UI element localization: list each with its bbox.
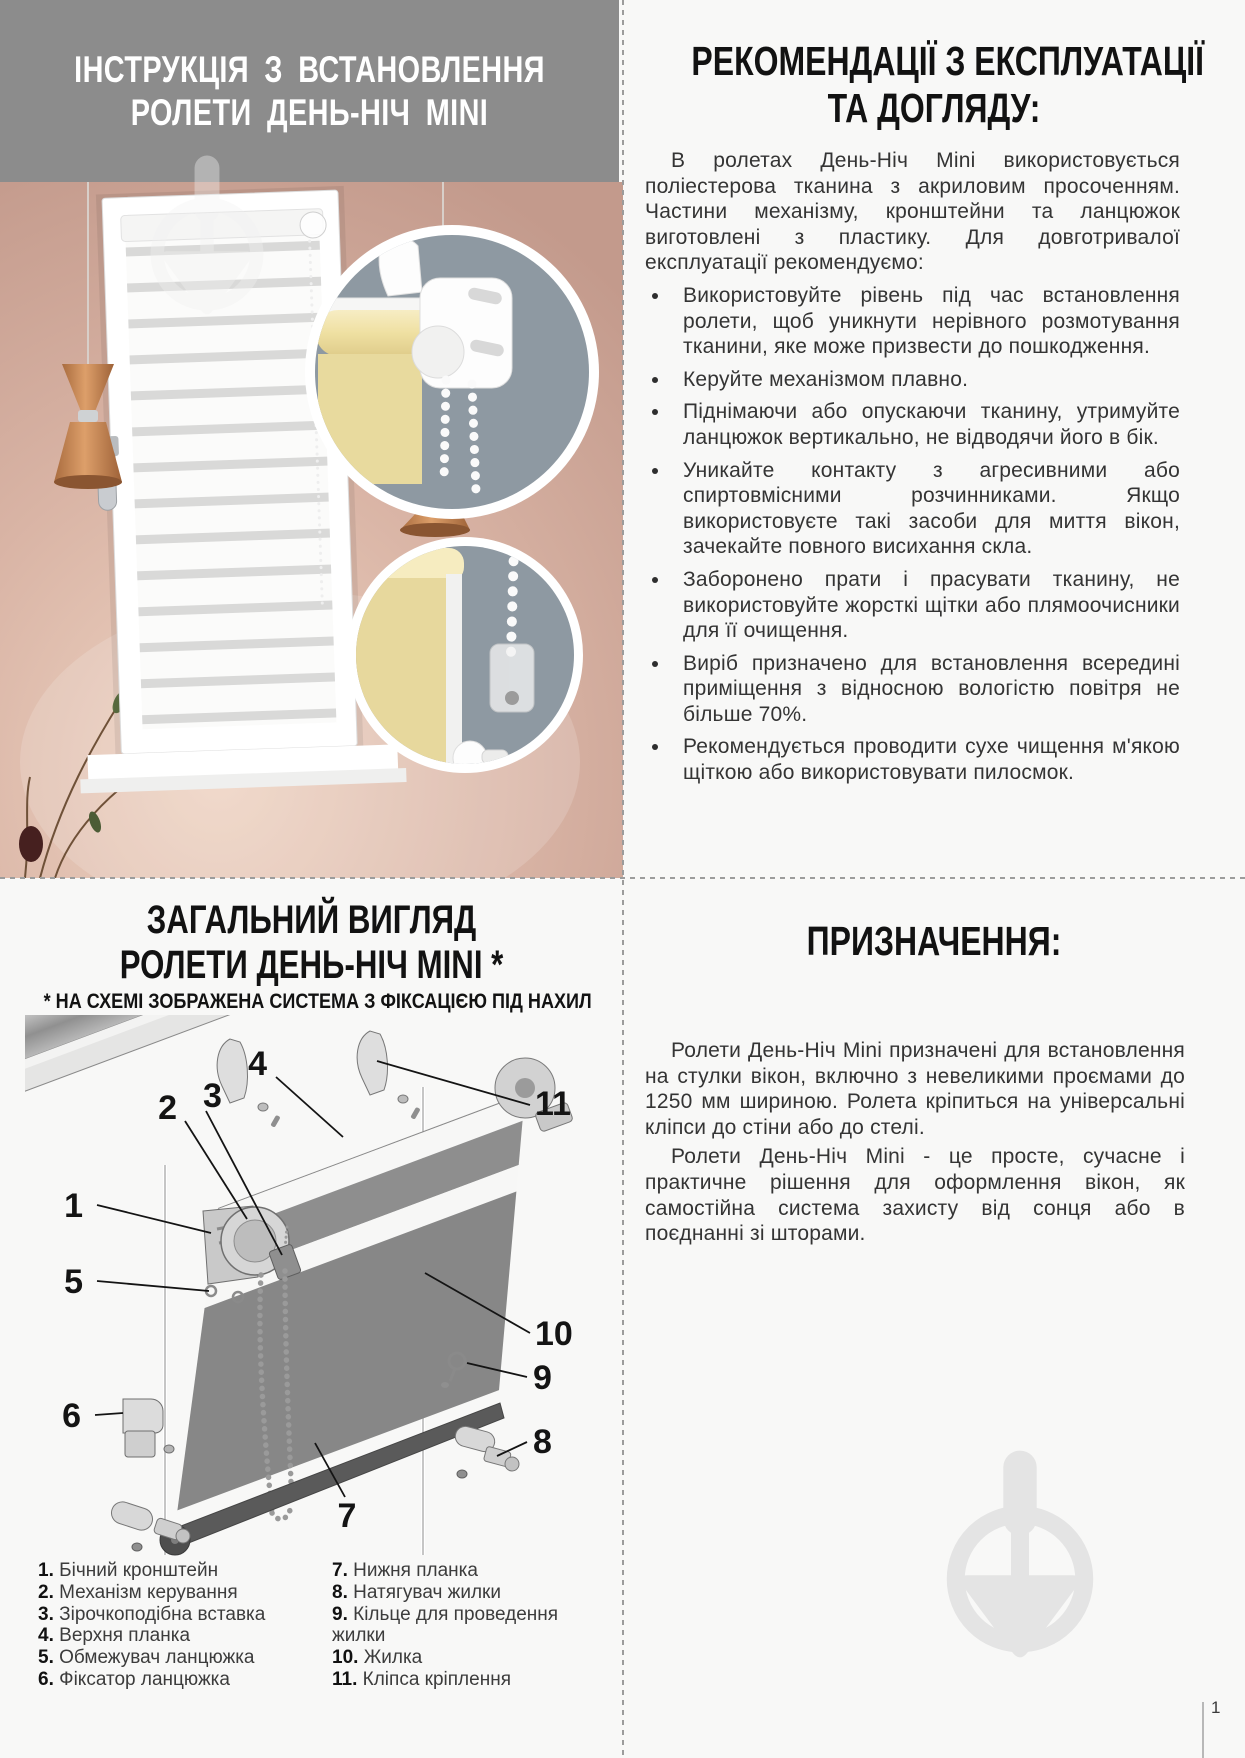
legend-item-1: 1. Бічний кронштейн	[38, 1560, 219, 1581]
care-bullet-3: Піднімаючи або опускаючи тканину, утримуйте ланцюжок вертикально, не відводячи його в бік.	[645, 399, 1180, 450]
callout-3: 3	[203, 1077, 222, 1115]
callout-7: 7	[337, 1497, 357, 1535]
purpose-title-text: ПРИЗНАЧЕННЯ:	[806, 918, 1062, 964]
legend-item-6: 6. Фіксатор ланцюжка	[38, 1668, 230, 1690]
roller-blind-diagram	[25, 1015, 595, 1560]
legend-item-2: 2. Механізм керування	[38, 1581, 238, 1603]
vertical-dashed-divider	[622, 0, 624, 1758]
legend-item-4: 4. Верхня планка	[38, 1625, 191, 1647]
care-bullet-6: Виріб призначено для встановлення всередині приміщення з відносною вологістю повітря не більше 70%.	[645, 651, 1180, 728]
care-bullet-list	[645, 283, 1180, 786]
general-view-title	[0, 898, 623, 988]
care-bullet-7: Рекомендується проводити сухе чищення м'якою щіткою або використовувати пилосмок.	[645, 734, 1180, 785]
general-view-subtitle-text: * НА СХЕМІ ЗОБРАЖЕНА СИСТЕМА З ФІКСАЦІЄЮ ПІД НАХИЛ	[43, 990, 592, 1013]
window-blind-photo	[0, 182, 623, 878]
parts-legend-left	[38, 1560, 330, 1691]
care-intro-paragraph: В ролетах День-Ніч Mini використовується поліестерова тканина з акриловим просоченням. Частини механізму, кронштейни та ланцюжок виготовлені з пластику. Для довготривалої експлуатації рекомендуємо:	[645, 149, 1180, 275]
installation-header	[0, 0, 619, 182]
callout-6: 6	[62, 1397, 81, 1435]
legend-item-7: 7. Нижня планка	[332, 1560, 478, 1581]
care-recommendations-title	[623, 38, 1245, 132]
care-bullet-1: Використовуйте рівень під час встановлення ролети, щоб уникнути нерівного розмотування тканини, яке може призвести до пошкодження.	[645, 283, 1180, 360]
legend-item-3: 3. Зірочкоподібна вставка	[38, 1603, 266, 1625]
callout-10: 10	[535, 1315, 573, 1353]
trowel-watermark-icon	[930, 1448, 1110, 1660]
callout-2: 2	[158, 1089, 177, 1127]
callout-9: 9	[533, 1359, 552, 1397]
installation-header-line1: ІНСТРУКЦІЯ З ВСТАНОВЛЕННЯ	[74, 49, 545, 90]
care-bullet-4: Уникайте контакту з агресивними або спиртовмісними розчинниками. Якщо використовуєте такі засоби для миття вікон, зачекайте повного висихання скла.	[645, 458, 1180, 560]
purpose-paragraph-1: Ролети День-Ніч Mini призначені для встановлення на стулки вікон, включно з невеликими проємами до 1250 мм шириною. Ролета кріпиться на універсальні кліпси до стіни або до стелі.	[645, 1039, 1185, 1139]
purpose-text	[645, 1038, 1185, 1247]
footer-divider-line	[1202, 1702, 1204, 1758]
care-recommendations-text	[645, 148, 1180, 793]
callout-5: 5	[64, 1263, 83, 1301]
care-title-line2: ТА ДОГЛЯДУ:	[827, 85, 1041, 131]
legend-item-11: 11. Кліпса кріплення	[332, 1668, 511, 1690]
inset-mechanism-closeup	[305, 225, 599, 519]
legend-item-10: 10. Жилка	[332, 1647, 423, 1669]
purpose-paragraph-2: Ролети День-Ніч Mini - це просте, сучасне і практичне рішення для оформлення вікон, як самостійна система захисту від сонця або в поєднанні зі шторами.	[645, 1145, 1185, 1246]
horizontal-dashed-divider	[0, 877, 1245, 879]
callout-8: 8	[533, 1423, 552, 1461]
callout-4: 4	[248, 1045, 267, 1083]
care-title-line1: РЕКОМЕНДАЦІЇ З ЕКСПЛУАТАЦІЇ	[691, 38, 1204, 84]
general-view-title-line1: ЗАГАЛЬНИЙ ВИГЛЯД	[146, 898, 477, 942]
page-number: 1	[1211, 1698, 1221, 1717]
general-view-subtitle	[0, 990, 623, 1014]
control-mechanism	[412, 278, 512, 388]
purpose-title	[623, 918, 1245, 965]
trowel-watermark-icon	[140, 152, 274, 318]
callout-11: 11	[535, 1085, 571, 1123]
legend-item-9: 9. Кільце для проведення жилки	[332, 1603, 559, 1647]
callout-1: 1	[64, 1187, 83, 1225]
legend-item-5: 5. Обмежувач ланцюжка	[38, 1647, 255, 1669]
mounting-clip-right	[357, 1031, 420, 1120]
legend-item-8: 8. Натягувач жилки	[332, 1581, 501, 1603]
care-bullet-5: Заборонено прати і прасувати тканину, не використовуйте жорсткі щітки або плямоочисники для її очищення.	[645, 567, 1180, 644]
general-view-title-line2: РОЛЕТИ ДЕНЬ-НІЧ MINI *	[119, 943, 504, 987]
parts-legend-right	[332, 1560, 594, 1691]
blind-bracket	[300, 211, 327, 238]
installation-header-line2: РОЛЕТИ ДЕНЬ-НІЧ MINI	[130, 92, 489, 133]
tulip-flower	[19, 826, 43, 862]
care-bullet-2: Керуйте механізмом плавно.	[645, 367, 1180, 393]
